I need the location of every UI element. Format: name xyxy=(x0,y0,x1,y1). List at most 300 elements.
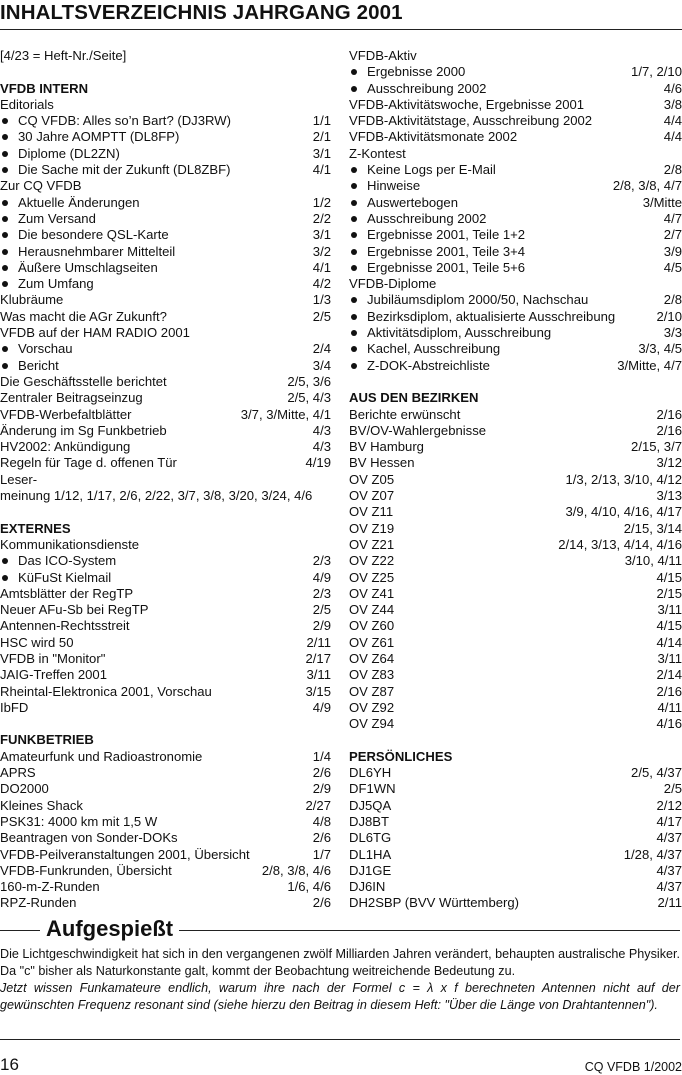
entry-issue-page: 4/4 xyxy=(663,129,682,145)
box-text xyxy=(0,946,680,1014)
entry-title: Beantragen von Sonder-DOKs xyxy=(0,830,178,846)
entry-title: Zentraler Beitragseinzug xyxy=(0,390,143,406)
toc-entry xyxy=(0,439,331,455)
toc-entry xyxy=(349,830,682,846)
toc-entry xyxy=(349,667,682,683)
entry-title: Zur CQ VFDB xyxy=(0,178,82,194)
entry-issue-page: 2/27 xyxy=(305,797,331,813)
toc-entry xyxy=(349,602,682,618)
entry-issue-page: 3/12 xyxy=(656,455,682,471)
toc-bullet-entry xyxy=(0,570,331,586)
toc-bullet-entry xyxy=(0,162,331,178)
entry-title: DL1HA xyxy=(349,846,392,862)
entry-title: Aktuelle Änderungen xyxy=(0,195,140,211)
entry-issue-page: 2/11 xyxy=(306,634,331,650)
entry-issue-page: 3/1 xyxy=(312,145,331,161)
section-heading: PERSÖNLICHES xyxy=(349,748,453,764)
toc-entry xyxy=(0,847,331,863)
entry-issue-page: 4/9 xyxy=(312,699,331,715)
toc-entry xyxy=(0,309,331,325)
right-column xyxy=(349,48,682,912)
toc-entry xyxy=(0,472,331,488)
entry-issue-page: 3/11 xyxy=(657,602,682,618)
toc-entry xyxy=(0,537,331,553)
toc-entry xyxy=(0,814,331,830)
entry-issue-page: 3/Mitte, 4/7 xyxy=(617,357,682,373)
toc-bullet-entry xyxy=(349,244,682,260)
entry-title: VFDB-Peilveranstaltungen 2001, Übersicht xyxy=(0,846,250,862)
entry-issue-page: 3/3 xyxy=(663,325,682,341)
title-rule xyxy=(0,29,682,30)
entry-issue-page: 4/11 xyxy=(657,699,682,715)
entry-title: 160-m-Z-Runden xyxy=(0,879,100,895)
entry-title: Was macht die AGr Zukunft? xyxy=(0,308,167,324)
entry-issue-page: 3/13 xyxy=(656,488,682,504)
entry-title: Zum Umfang xyxy=(0,276,94,292)
entry-issue-page: 4/16 xyxy=(656,716,682,732)
entry-title: Ergebnisse 2001, Teile 3+4 xyxy=(349,244,525,260)
entry-title: VFDB-Aktivitätswoche, Ergebnisse 2001 xyxy=(349,96,585,112)
entry-title: OV Z44 xyxy=(349,602,395,618)
toc-entry xyxy=(0,700,331,716)
entry-title: VFDB-Diplome xyxy=(349,276,437,292)
toc-entry xyxy=(349,635,682,651)
entry-issue-page: 4/15 xyxy=(656,618,682,634)
toc-bullet-entry xyxy=(349,195,682,211)
entry-issue-page: 4/14 xyxy=(656,634,682,650)
toc-entry xyxy=(349,684,682,700)
entry-title: OV Z61 xyxy=(349,634,395,650)
entry-issue-page: 4/8 xyxy=(312,813,331,829)
entry-title: OV Z83 xyxy=(349,667,395,683)
toc-entry xyxy=(349,472,682,488)
aufgespiesst-box xyxy=(0,916,680,1040)
entry-title: Regeln für Tage d. offenen Tür xyxy=(0,455,177,471)
entry-issue-page: 2/8 xyxy=(663,292,682,308)
toc-bullet-entry xyxy=(0,341,331,357)
entry-title: Kachel, Ausschreibung xyxy=(349,341,500,357)
entry-title: Vorschau xyxy=(0,341,73,357)
entry-title: DJ6IN xyxy=(349,879,386,895)
entry-issue-page: 2/1 xyxy=(312,129,331,145)
entry-issue-page: 3/11 xyxy=(306,667,331,683)
entry-title: DJ1GE xyxy=(349,862,392,878)
entry-issue-page: 4/17 xyxy=(656,813,682,829)
toc-bullet-entry xyxy=(0,195,331,211)
entry-title: Diplome (DL2ZN) xyxy=(0,146,120,162)
entry-title: OV Z19 xyxy=(349,520,395,536)
entry-issue-page: 2/6 xyxy=(312,830,331,846)
entry-issue-page: 3/8 xyxy=(663,96,682,112)
entry-title: Die besondere QSL-Karte xyxy=(0,227,169,243)
toc-entry xyxy=(349,765,682,781)
entry-title: Kleines Shack xyxy=(0,797,83,813)
toc-entry xyxy=(0,488,331,504)
page-number: 16 xyxy=(0,1055,19,1074)
entry-title: Aktivitätsdiplom, Ausschreibung xyxy=(349,325,551,341)
toc-entry xyxy=(0,798,331,814)
toc-entry xyxy=(0,586,331,602)
entry-title: OV Z05 xyxy=(349,471,395,487)
section-gap xyxy=(0,64,331,80)
toc-entry xyxy=(0,684,331,700)
entry-title: OV Z60 xyxy=(349,618,395,634)
entry-issue-page: 4/3 xyxy=(312,439,331,455)
entry-issue-page: 3/15 xyxy=(305,683,331,699)
entry-title: OV Z87 xyxy=(349,683,395,699)
toc-bullet-entry xyxy=(0,358,331,374)
toc-entry xyxy=(349,847,682,863)
entry-issue-page: 4/1 xyxy=(312,259,331,275)
entry-title: Ausschreibung 2002 xyxy=(349,81,486,97)
entry-issue-page: 4/15 xyxy=(656,569,682,585)
toc-bullet-entry xyxy=(349,211,682,227)
entry-issue-page: 4/19 xyxy=(305,455,331,471)
entry-title: DH2SBP (BVV Württemberg) xyxy=(349,895,520,911)
entry-title: Ergebnisse 2001, Teile 5+6 xyxy=(349,260,525,276)
entry-title: VFDB-Werbefaltblätter xyxy=(0,406,132,422)
toc-entry xyxy=(349,423,682,439)
entry-title: Änderung im Sg Funkbetrieb xyxy=(0,422,167,438)
entry-title: BV Hessen xyxy=(349,455,415,471)
entry-title: Amtsblätter der RegTP xyxy=(0,585,134,601)
toc-entry xyxy=(0,651,331,667)
entry-title: Keine Logs per E-Mail xyxy=(349,162,496,178)
toc-entry xyxy=(349,586,682,602)
entry-issue-page: 2/12 xyxy=(656,797,682,813)
toc-entry xyxy=(0,618,331,634)
toc-bullet-entry xyxy=(349,309,682,325)
entry-issue-page: 3/2 xyxy=(312,243,331,259)
entry-title: OV Z22 xyxy=(349,553,395,569)
toc-entry xyxy=(349,700,682,716)
entry-issue-page: 4/1 xyxy=(312,162,331,178)
entry-issue-page: 4/3 xyxy=(312,422,331,438)
entry-issue-page: 2/9 xyxy=(312,781,331,797)
section-gap xyxy=(0,716,331,732)
entry-title: Herausnehmbarer Mittelteil xyxy=(0,244,175,260)
entry-title: meinung 1/12, 1/17, 2/6, 2/22, 3/7, 3/8, 3/20, 3/24, 4/6 xyxy=(0,488,313,504)
toc-bullet-entry xyxy=(0,211,331,227)
box-text-italic: Jetzt wissen Funkamateure endlich, warum ihre nach der Formel c = λ x f berechneten Antennen nicht auf der gewünschten Frequenz resonant sind (siehe hierzu den Beitrag in diesem Heft: "Über die Länge von Drahtantennen"). xyxy=(0,981,680,1012)
entry-title: 30 Jahre AOMPTT (DL8FP) xyxy=(0,129,179,145)
entry-issue-page: 1/7, 2/10 xyxy=(631,64,682,80)
toc-entry xyxy=(349,781,682,797)
entry-issue-page: 2/5, 4/37 xyxy=(631,765,682,781)
entry-title: Jubiläumsdiplom 2000/50, Nachschau xyxy=(349,292,588,308)
entry-issue-page: 2/5, 3/6 xyxy=(287,373,331,389)
toc-entry xyxy=(349,863,682,879)
toc-entry xyxy=(0,895,331,911)
entry-issue-page: 1/1 xyxy=(312,113,331,129)
entry-title: VFDB-Aktivitätsmonate 2002 xyxy=(349,129,518,145)
entry-issue-page: 1/7 xyxy=(312,846,331,862)
entry-issue-page: 2/10 xyxy=(656,308,682,324)
entry-title: RPZ-Runden xyxy=(0,895,77,911)
entry-title: Bericht xyxy=(0,358,59,374)
toc-entry xyxy=(0,863,331,879)
entry-issue-page: 2/5, 4/3 xyxy=(287,390,331,406)
toc-entry xyxy=(0,830,331,846)
entry-issue-page: 2/14 xyxy=(656,667,682,683)
toc-bullet-entry xyxy=(0,227,331,243)
entry-issue-page: 2/6 xyxy=(312,895,331,911)
toc-bullet-entry xyxy=(349,81,682,97)
entry-issue-page: 3/3, 4/5 xyxy=(638,341,682,357)
toc-bullet-entry xyxy=(0,129,331,145)
toc-entry xyxy=(0,602,331,618)
entry-issue-page: 4/5 xyxy=(663,259,682,275)
entry-title: DJ8BT xyxy=(349,813,390,829)
toc-entry xyxy=(349,798,682,814)
toc-entry xyxy=(349,276,682,292)
entry-issue-page: 3/9, 4/10, 4/16, 4/17 xyxy=(565,504,682,520)
entry-title: Ergebnisse 2000 xyxy=(349,64,465,80)
entry-title: DJ5QA xyxy=(349,797,392,813)
toc-bullet-entry xyxy=(349,227,682,243)
entry-title: VFDB-Funkrunden, Übersicht xyxy=(0,862,172,878)
toc-entry xyxy=(349,521,682,537)
toc-bullet-entry xyxy=(349,260,682,276)
entry-issue-page: 2/8, 3/8, 4/7 xyxy=(612,178,682,194)
entry-issue-page: 2/5 xyxy=(312,308,331,324)
toc-entry xyxy=(349,814,682,830)
toc-entry xyxy=(0,390,331,406)
toc-entry xyxy=(349,570,682,586)
entry-title: VFDB in "Monitor" xyxy=(0,650,106,666)
entry-issue-page: 3/1 xyxy=(312,227,331,243)
toc-entry xyxy=(349,553,682,569)
entry-issue-page: 3/10, 4/11 xyxy=(624,553,682,569)
entry-issue-page: 3/7, 3/Mitte, 4/1 xyxy=(240,406,331,422)
toc-entry xyxy=(0,455,331,471)
entry-title: [4/23 = Heft-Nr./Seite] xyxy=(0,48,127,63)
entry-title: OV Z64 xyxy=(349,650,395,666)
entry-issue-page: 4/4 xyxy=(663,113,682,129)
entry-issue-page: 2/2 xyxy=(312,210,331,226)
toc-entry xyxy=(349,48,682,64)
entry-issue-page: 2/8, 3/8, 4/6 xyxy=(261,862,331,878)
entry-title: DL6TG xyxy=(349,830,392,846)
entry-title: BV/OV-Wahlergebnisse xyxy=(349,422,487,438)
entry-title: JAIG-Treffen 2001 xyxy=(0,667,107,683)
entry-issue-page: 3/4 xyxy=(312,357,331,373)
toc-entry xyxy=(349,504,682,520)
entry-title: Rheintal-Elektronica 2001, Vorschau xyxy=(0,683,212,699)
toc-entry xyxy=(0,325,331,341)
entry-title: Bezirksdiplom, aktualisierte Ausschreibung xyxy=(349,309,615,325)
entry-title: CQ VFDB: Alles so’n Bart? (DJ3RW) xyxy=(0,113,231,129)
entry-title: VFDB-Aktiv xyxy=(349,48,417,63)
toc-entry xyxy=(349,879,682,895)
entry-title: Antennen-Rechtsstreit xyxy=(0,618,130,634)
entry-issue-page: 2/5 xyxy=(312,602,331,618)
entry-issue-page: 3/11 xyxy=(657,650,682,666)
entry-issue-page: 3/9 xyxy=(663,243,682,259)
entry-title: OV Z21 xyxy=(349,536,395,552)
entry-title: OV Z11 xyxy=(349,504,394,520)
entry-title: Berichte erwünscht xyxy=(349,406,461,422)
entry-title: OV Z07 xyxy=(349,488,395,504)
entry-title: Ergebnisse 2001, Teile 1+2 xyxy=(349,227,525,243)
toc-entry xyxy=(0,635,331,651)
entry-title: Zum Versand xyxy=(0,211,96,227)
entry-issue-page: 2/5 xyxy=(663,781,682,797)
entry-issue-page: 4/9 xyxy=(312,569,331,585)
entry-title: VFDB-Aktivitätstage, Ausschreibung 2002 xyxy=(349,113,593,129)
entry-title: Die Sache mit der Zukunft (DL8ZBF) xyxy=(0,162,230,178)
entry-title: Editorials xyxy=(0,96,54,112)
toc-entry xyxy=(0,48,331,64)
entry-issue-page: 2/9 xyxy=(312,618,331,634)
entry-issue-page: 4/6 xyxy=(663,80,682,96)
entry-issue-page: 2/14, 3/13, 4/14, 4/16 xyxy=(558,536,682,552)
entry-title: Neuer AFu-Sb bei RegTP xyxy=(0,602,149,618)
issue-label: CQ VFDB 1/2002 xyxy=(584,1060,682,1074)
entry-title: Z-Kontest xyxy=(349,145,406,161)
section-heading: EXTERNES xyxy=(0,520,71,536)
section-gap xyxy=(349,732,682,748)
entry-issue-page: 2/4 xyxy=(312,341,331,357)
toc-entry xyxy=(349,895,682,911)
toc-entry xyxy=(349,146,682,162)
toc-entry xyxy=(0,781,331,797)
toc-entry xyxy=(0,407,331,423)
entry-issue-page: 2/15 xyxy=(656,585,682,601)
toc-entry xyxy=(349,407,682,423)
left-column xyxy=(0,48,331,912)
toc-entry xyxy=(349,439,682,455)
entry-title: APRS xyxy=(0,765,36,781)
entry-title: Klubräume xyxy=(0,292,64,308)
toc-entry xyxy=(349,129,682,145)
entry-issue-page: 2/15, 3/14 xyxy=(623,520,682,536)
entry-issue-page: 1/4 xyxy=(312,748,331,764)
toc-entry xyxy=(0,765,331,781)
entry-issue-page: 4/2 xyxy=(312,276,331,292)
section-heading: AUS DEN BEZIRKEN xyxy=(349,390,479,406)
toc-bullet-entry xyxy=(349,178,682,194)
toc-bullet-entry xyxy=(349,358,682,374)
entry-title: OV Z25 xyxy=(349,569,395,585)
toc-entry xyxy=(349,455,682,471)
entry-issue-page: 2/8 xyxy=(663,162,682,178)
entry-title: Äußere Umschlagseiten xyxy=(0,260,158,276)
entry-issue-page: 1/3 xyxy=(312,292,331,308)
entry-title: PSK31: 4000 km mit 1,5 W xyxy=(0,813,158,829)
toc-bullet-entry xyxy=(0,260,331,276)
entry-issue-page: 2/16 xyxy=(656,406,682,422)
box-paragraph-normal xyxy=(0,946,680,980)
entry-title: DF1WN xyxy=(349,781,396,797)
toc-entry xyxy=(0,749,331,765)
entry-title: VFDB auf der HAM RADIO 2001 xyxy=(0,325,190,341)
box-text-normal: Die Lichtgeschwindigkeit hat sich in den vergangenen zwölf Milliarden Jahren verändert, behaupten australische Physiker. Da "c" bisher als Naturkonstante galt, kommt der Beobachtung weitreichende Bedeutung zu. xyxy=(0,947,680,978)
entry-issue-page: 2/3 xyxy=(312,553,331,569)
toc-entry xyxy=(0,667,331,683)
section-gap xyxy=(349,374,682,390)
section-heading: FUNKBETRIEB xyxy=(0,732,94,748)
entry-issue-page: 1/6, 4/6 xyxy=(287,879,331,895)
box-paragraph-italic xyxy=(0,980,680,1014)
entry-title: Leser- xyxy=(0,471,38,487)
entry-title: DL6YH xyxy=(349,765,392,781)
entry-issue-page: 4/37 xyxy=(656,879,682,895)
toc-bullet-entry xyxy=(0,244,331,260)
toc-entry xyxy=(349,488,682,504)
entry-title: IbFD xyxy=(0,699,29,715)
entry-issue-page: 4/37 xyxy=(656,862,682,878)
entry-issue-page: 2/17 xyxy=(305,650,331,666)
toc-bullet-entry xyxy=(0,553,331,569)
entry-title: DO2000 xyxy=(0,781,49,797)
entry-title: OV Z92 xyxy=(349,699,395,715)
toc-entry xyxy=(0,292,331,308)
entry-title: OV Z94 xyxy=(349,716,395,732)
toc-entry xyxy=(349,97,682,113)
toc-bullet-entry xyxy=(0,276,331,292)
entry-title: HSC wird 50 xyxy=(0,634,74,650)
toc-bullet-entry xyxy=(349,292,682,308)
page-title: INHALTSVERZEICHNIS JAHRGANG 2001 xyxy=(0,1,403,24)
toc-entry xyxy=(349,716,682,732)
toc-bullet-entry xyxy=(349,162,682,178)
entry-title: Auswertebogen xyxy=(349,195,458,211)
toc-entry xyxy=(349,651,682,667)
box-title: Aufgespießt xyxy=(40,915,179,943)
toc-bullet-entry xyxy=(0,113,331,129)
entry-issue-page: 1/3, 2/13, 3/10, 4/12 xyxy=(565,471,682,487)
toc-bullet-entry xyxy=(349,341,682,357)
toc-entry xyxy=(0,879,331,895)
toc-entry xyxy=(349,618,682,634)
toc-entry xyxy=(0,374,331,390)
entry-title: Amateurfunk und Radioastronomie xyxy=(0,748,203,764)
entry-issue-page: 2/3 xyxy=(312,585,331,601)
entry-title: Kommunikationsdienste xyxy=(0,536,140,552)
entry-issue-page: 4/7 xyxy=(663,210,682,226)
entry-title: Die Geschäftsstelle berichtet xyxy=(0,373,167,389)
entry-title: KüFuSt Kielmail xyxy=(0,570,111,586)
entry-issue-page: 4/37 xyxy=(656,830,682,846)
toc-entry xyxy=(0,178,331,194)
toc-bullet-entry xyxy=(0,146,331,162)
entry-issue-page: 1/2 xyxy=(312,194,331,210)
entry-issue-page: 1/28, 4/37 xyxy=(623,846,682,862)
toc-entry xyxy=(349,537,682,553)
entry-title: Das ICO-System xyxy=(0,553,116,569)
entry-title: Ausschreibung 2002 xyxy=(349,211,486,227)
toc-entry xyxy=(0,423,331,439)
entry-issue-page: 2/6 xyxy=(312,765,331,781)
entry-issue-page: 2/16 xyxy=(656,422,682,438)
entry-title: OV Z41 xyxy=(349,585,395,601)
entry-title: BV Hamburg xyxy=(349,439,424,455)
entry-title: Z-DOK-Abstreichliste xyxy=(349,358,490,374)
section-heading: VFDB INTERN xyxy=(0,80,89,96)
toc-bullet-entry xyxy=(349,64,682,80)
entry-title: HV2002: Ankündigung xyxy=(0,439,131,455)
toc-entry xyxy=(0,97,331,113)
entry-issue-page: 2/11 xyxy=(657,895,682,911)
entry-issue-page: 2/15, 3/7 xyxy=(631,439,682,455)
section-gap xyxy=(0,504,331,520)
entry-issue-page: 3/Mitte xyxy=(642,194,682,210)
entry-issue-page: 2/16 xyxy=(656,683,682,699)
toc-bullet-entry xyxy=(349,325,682,341)
toc-entry xyxy=(349,113,682,129)
entry-title: Hinweise xyxy=(349,178,420,194)
